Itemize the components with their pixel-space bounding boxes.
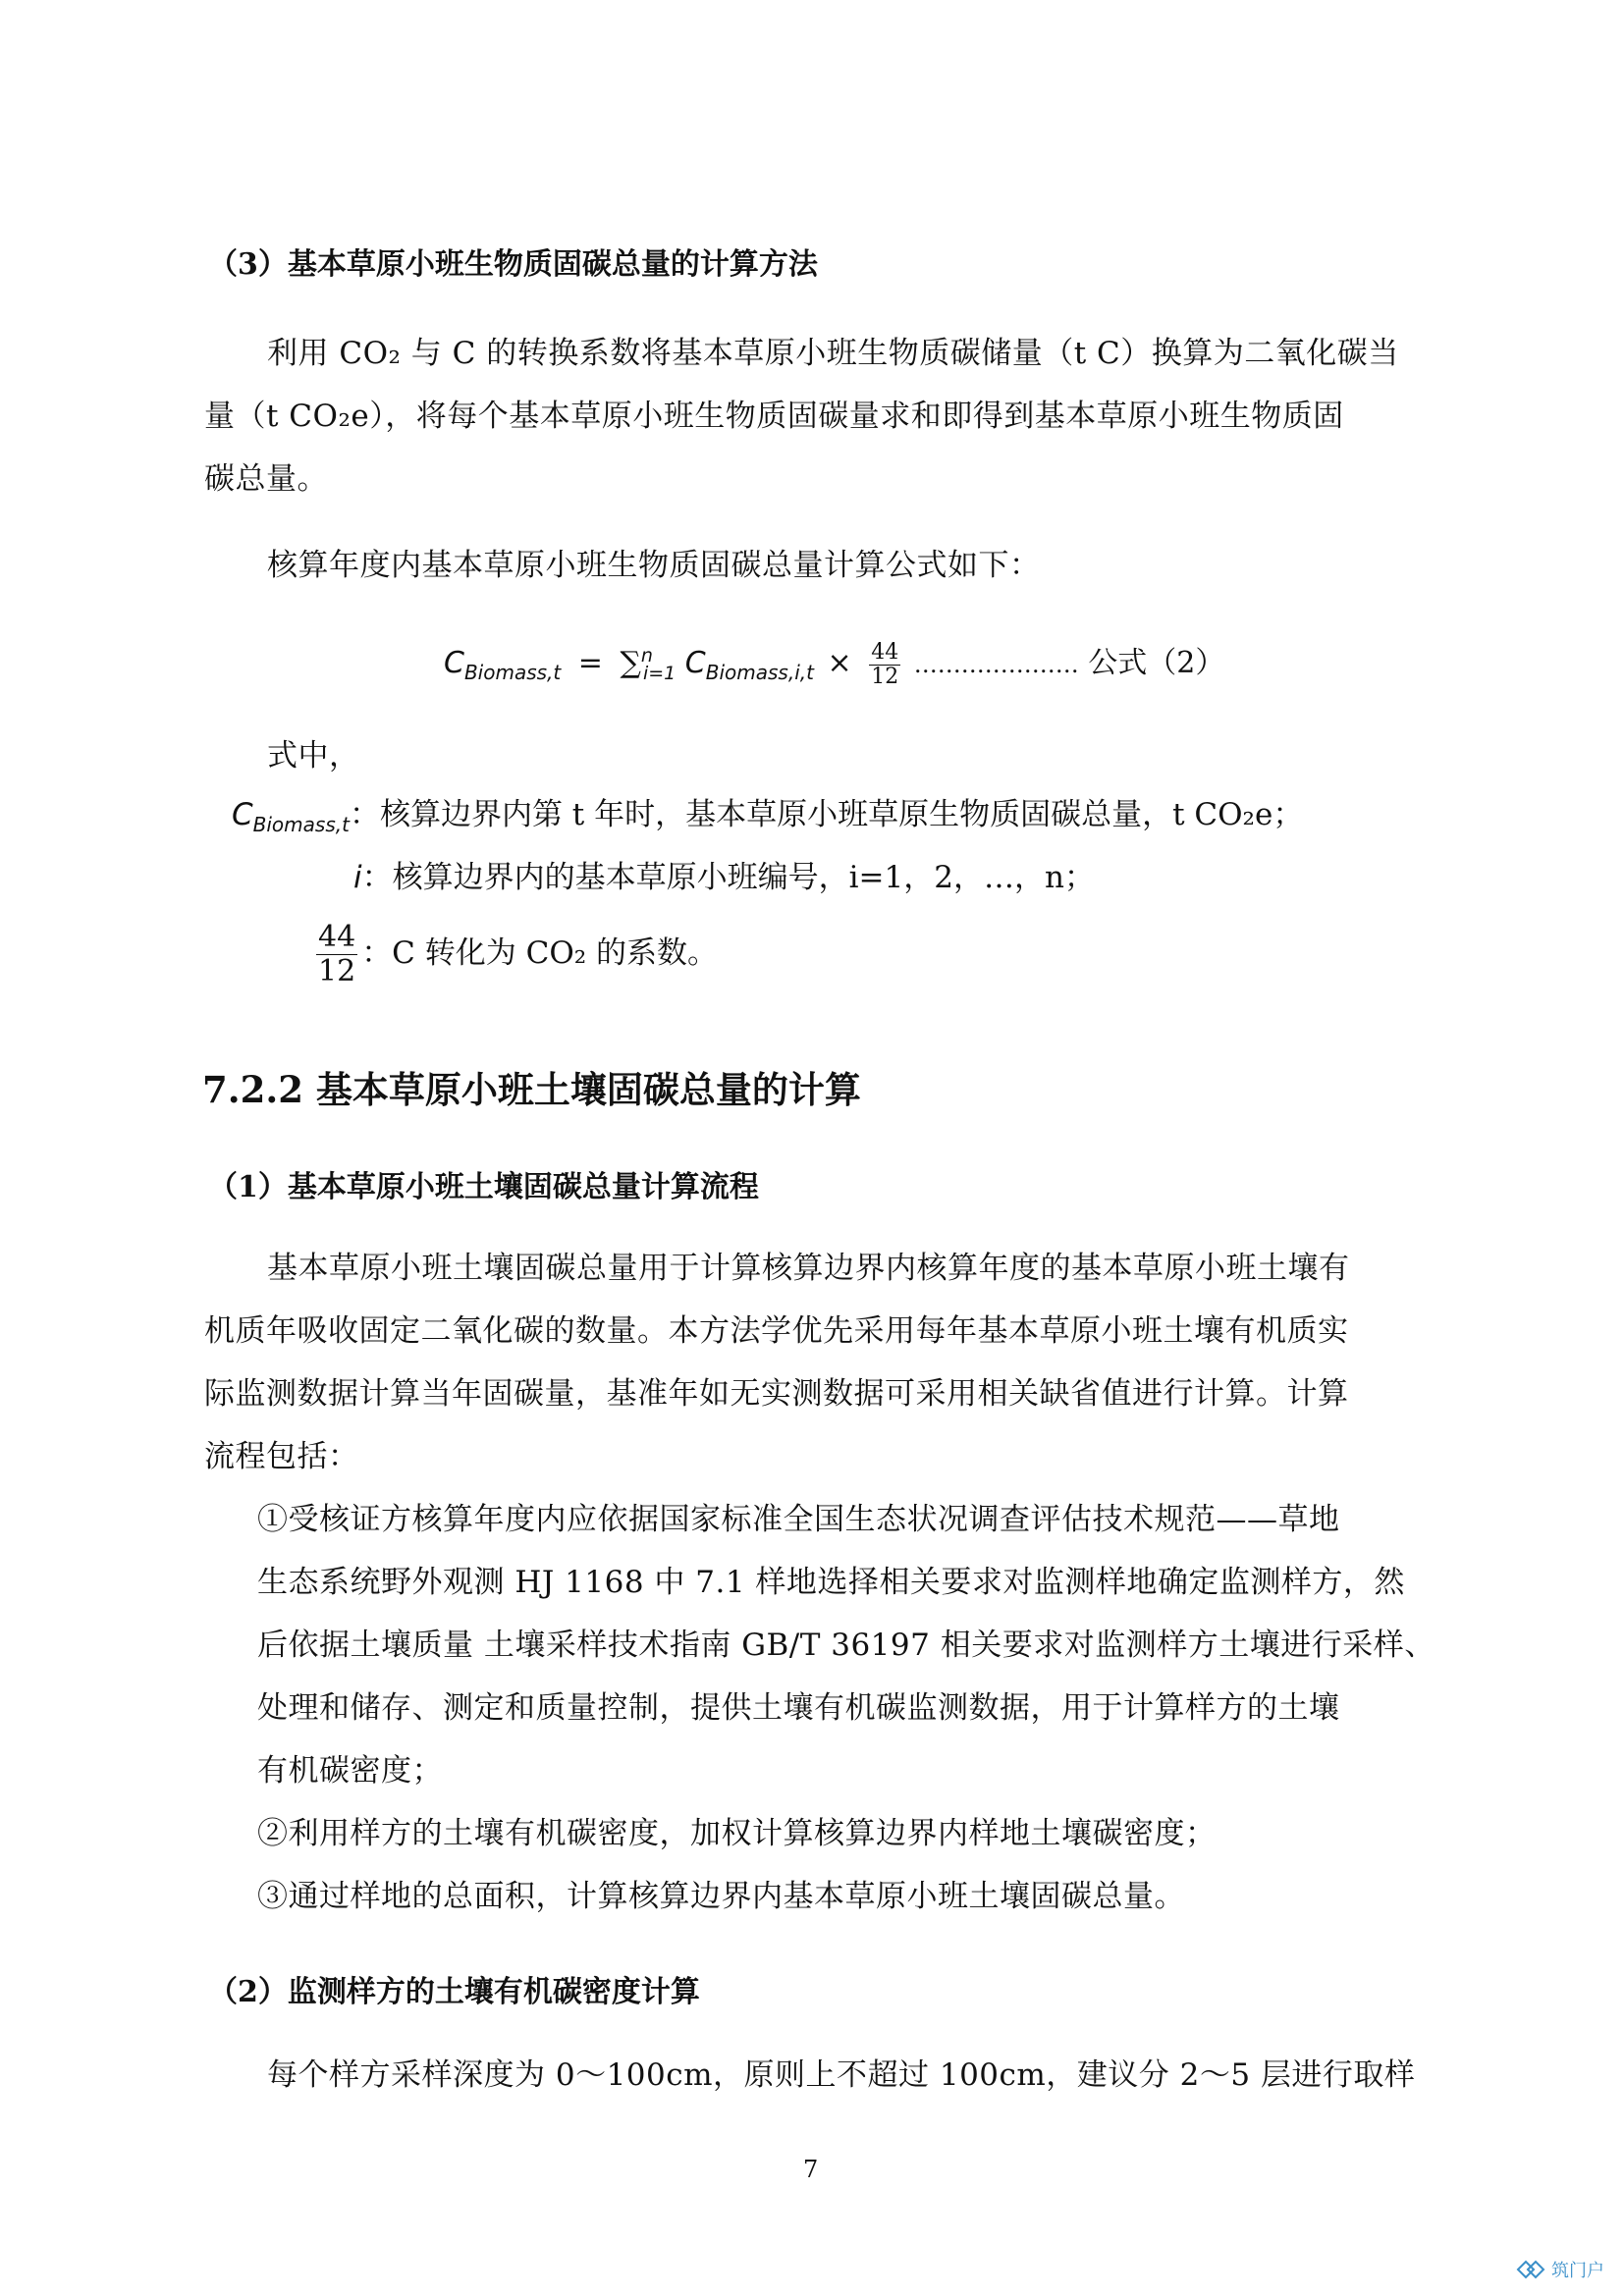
paragraph-line: 基本草原小班土壤固碳总量用于计算核算边界内核算年度的基本草原小班土壤有 (267, 1251, 1350, 1286)
variable-fraction: $\frac{44}{12}$ (318, 920, 356, 988)
section-3-heading: （3）基本草原小班生物质固碳总量的计算方法 (208, 247, 818, 282)
conversion-paragraph (204, 322, 1399, 510)
subsection-1-heading: （1）基本草原小班土壤固碳总量计算流程 (208, 1170, 759, 1204)
paragraph-line: 际监测数据计算当年固碳量，基准年如无实测数据可采用相关缺省值进行计算。计算 (204, 1376, 1349, 1412)
variable-description: ：核算边界内的基本草原小班编号，i=1，2，…，n； (361, 860, 1095, 895)
variable-description: ：C 转化为 CO₂ 的系数。 (361, 935, 719, 971)
sum-symbol: ∑$^n_{i=1}$ (620, 645, 677, 684)
paragraph-line: 生态系统野外观测 HJ 1168 中 7.1 样地选择相关要求对监测样地确定监测样方，然 (257, 1565, 1405, 1600)
formula-2 (444, 636, 1224, 693)
formula-label: 公式（2） (1088, 646, 1225, 680)
variable-description: ：核算边界内第 t 年时，基本草原小班草原生物质固碳总量，t CO₂e； (349, 797, 1304, 832)
subsection-2-heading: （2）监测样方的土壤有机碳密度计算 (208, 1975, 700, 2009)
formula-lhs: $C_{Biomass,t}$ (444, 646, 562, 684)
page-number: 7 (803, 2156, 819, 2183)
formula-fraction: $\frac{44}{12}$ (871, 639, 899, 689)
formula-times: × (827, 646, 852, 680)
paragraph-line: ①受核证方核算年度内应依据国家标准全国生态状况调查评估技术规范——草地 (257, 1502, 1340, 1537)
formula-intro: 核算年度内基本草原小班生物质固碳总量计算公式如下： (267, 548, 1041, 583)
soil-paragraph (204, 1237, 1350, 1488)
paragraph-line: 量（t CO₂e），将每个基本草原小班生物质固碳量求和即得到基本草原小班生物质固 (204, 399, 1344, 434)
paragraph-line: 处理和储存、测定和质量控制，提供土壤有机碳监测数据，用于计算样方的土壤 (257, 1690, 1340, 1726)
process-step-2: ②利用样方的土壤有机碳密度，加权计算核算边界内样地土壤碳密度； (257, 1816, 1217, 1851)
formula-equals: = (577, 646, 603, 680)
sample-depth-paragraph: 每个样方采样深度为 0～100cm，原则上不超过 100cm，建议分 2～5 层进行取样 (267, 2057, 1416, 2093)
watermark-text: 筑门户 (1551, 2261, 1604, 2281)
paragraph-line: 机质年吸收固定二氧化碳的数量。本方法学优先采用每年基本草原小班土壤有机质实 (204, 1313, 1349, 1349)
paragraph-line: 碳总量。 (204, 461, 328, 497)
variable-symbol: $C_{Biomass,t}$ (232, 797, 350, 837)
watermark-logo (1516, 2257, 1604, 2282)
variable-i (353, 856, 1095, 899)
paragraph-line: 有机碳密度； (257, 1753, 443, 1789)
watermark-icon (1516, 2259, 1545, 2280)
variable-c-biomass (232, 793, 1303, 846)
variable-symbol: i (353, 860, 362, 895)
where-label: 式中， (267, 738, 360, 774)
process-step-1 (257, 1488, 1435, 1928)
process-step-3: ③通过样地的总面积，计算核算边界内基本草原小班土壤固碳总量。 (257, 1879, 1185, 1914)
section-7-2-2-heading: 7.2.2 基本草原小班土壤固碳总量的计算 (202, 1068, 861, 1111)
paragraph-line: 流程包括： (204, 1439, 359, 1474)
variable-conversion-factor (312, 921, 718, 988)
formula-term: $C_{Biomass,i,t}$ (684, 646, 814, 684)
paragraph-line: 后依据土壤质量 土壤采样技术指南 GB/T 36197 相关要求对监测样方土壤进行采样、 (257, 1628, 1435, 1663)
paragraph-line: 利用 CO₂ 与 C 的转换系数将基本草原小班生物质碳储量（t C）换算为二氧化碳当 (267, 336, 1399, 371)
formula-dots: ………………… (913, 651, 1079, 678)
